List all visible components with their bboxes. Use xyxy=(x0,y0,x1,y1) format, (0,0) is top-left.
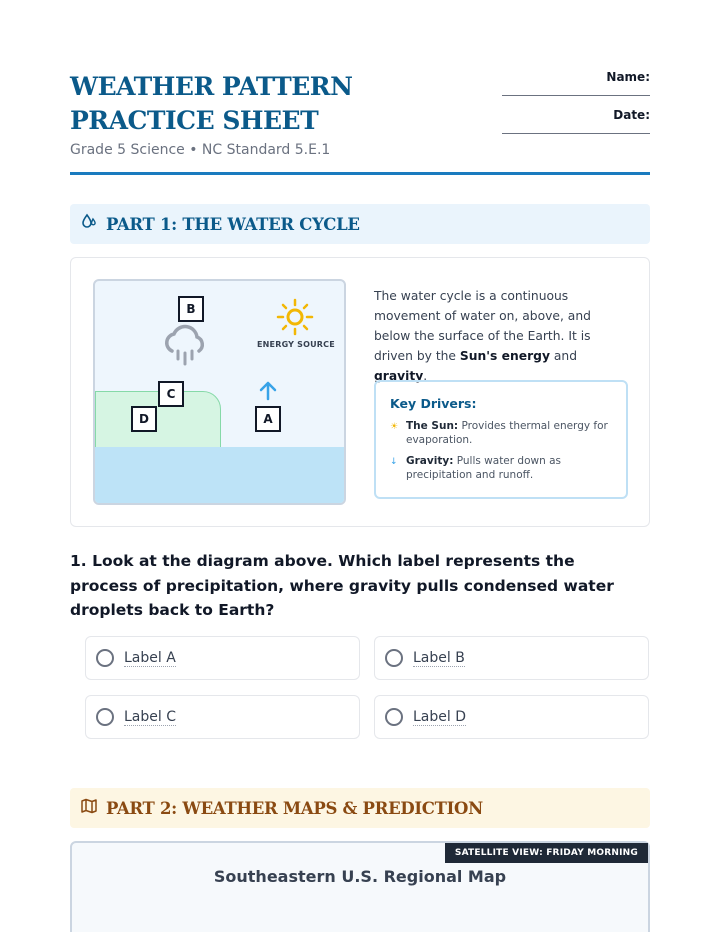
option-b[interactable] xyxy=(374,636,649,680)
arrow-down-icon: ↓ xyxy=(390,457,398,467)
part2-title: PART 2: WEATHER MAPS & PREDICTION xyxy=(106,798,483,818)
name-field[interactable] xyxy=(502,84,650,96)
radio-button[interactable] xyxy=(96,708,114,726)
energy-source-label: ENERGY SOURCE xyxy=(257,340,335,349)
diagram-label-c: C xyxy=(158,381,184,407)
diagram-label-b: B xyxy=(178,296,204,322)
sun-icon xyxy=(275,297,315,341)
key-drivers-title: Key Drivers: xyxy=(390,396,477,411)
water-cycle-description: The water cycle is a continuous movement of water on, above, and below the surface of the Earth. It is driven by the Sun's energy and gravity. xyxy=(374,289,591,383)
page-header xyxy=(70,70,650,176)
part1-title: PART 1: THE WATER CYCLE xyxy=(106,214,360,234)
student-fields xyxy=(490,70,650,134)
water-area xyxy=(95,447,346,505)
page-subtitle: Grade 5 Science • NC Standard 5.E.1 xyxy=(70,142,331,158)
diagram-label-d: D xyxy=(131,406,157,432)
date-field[interactable] xyxy=(502,122,650,134)
option-label: Label B xyxy=(413,649,465,666)
option-label: Label A xyxy=(124,649,176,666)
radio-button[interactable] xyxy=(96,649,114,667)
radio-button[interactable] xyxy=(385,708,403,726)
option-c[interactable] xyxy=(85,695,360,739)
date-label: Date: xyxy=(613,108,650,122)
driver-item: ↓ Gravity: Pulls water down as precipitation and runoff. xyxy=(390,455,562,481)
part2-heading xyxy=(70,788,650,828)
satellite-badge: SATELLITE VIEW: FRIDAY MORNING xyxy=(445,843,648,863)
radio-button[interactable] xyxy=(385,649,403,667)
option-label: Label C xyxy=(124,708,176,725)
rain-cloud-icon xyxy=(158,317,214,377)
page-title: WEATHER PATTERN PRACTICE SHEET xyxy=(70,72,353,135)
diagram-label-a: A xyxy=(255,406,281,432)
header-divider xyxy=(70,172,650,175)
key-drivers-box xyxy=(374,380,628,499)
sun-small-icon: ☀ xyxy=(390,422,399,432)
water-cycle-card xyxy=(70,257,650,527)
driver-item: ☀ The Sun: Provides thermal energy for evaporation. xyxy=(390,420,608,446)
option-a[interactable] xyxy=(85,636,360,680)
arrow-up-icon xyxy=(257,379,279,405)
option-d[interactable] xyxy=(374,695,649,739)
map-title: Southeastern U.S. Regional Map xyxy=(213,867,507,886)
question-1-text: 1. Look at the diagram above. Which label represents the process of precipitation, where gravity pulls condensed water droplets back to Earth? xyxy=(70,552,614,619)
map-icon xyxy=(80,797,98,819)
water-cycle-diagram xyxy=(93,279,346,505)
regional-map-card xyxy=(70,841,650,932)
option-label: Label D xyxy=(413,708,466,725)
name-label: Name: xyxy=(606,70,650,84)
droplets-icon xyxy=(80,213,98,235)
part1-heading xyxy=(70,204,650,244)
